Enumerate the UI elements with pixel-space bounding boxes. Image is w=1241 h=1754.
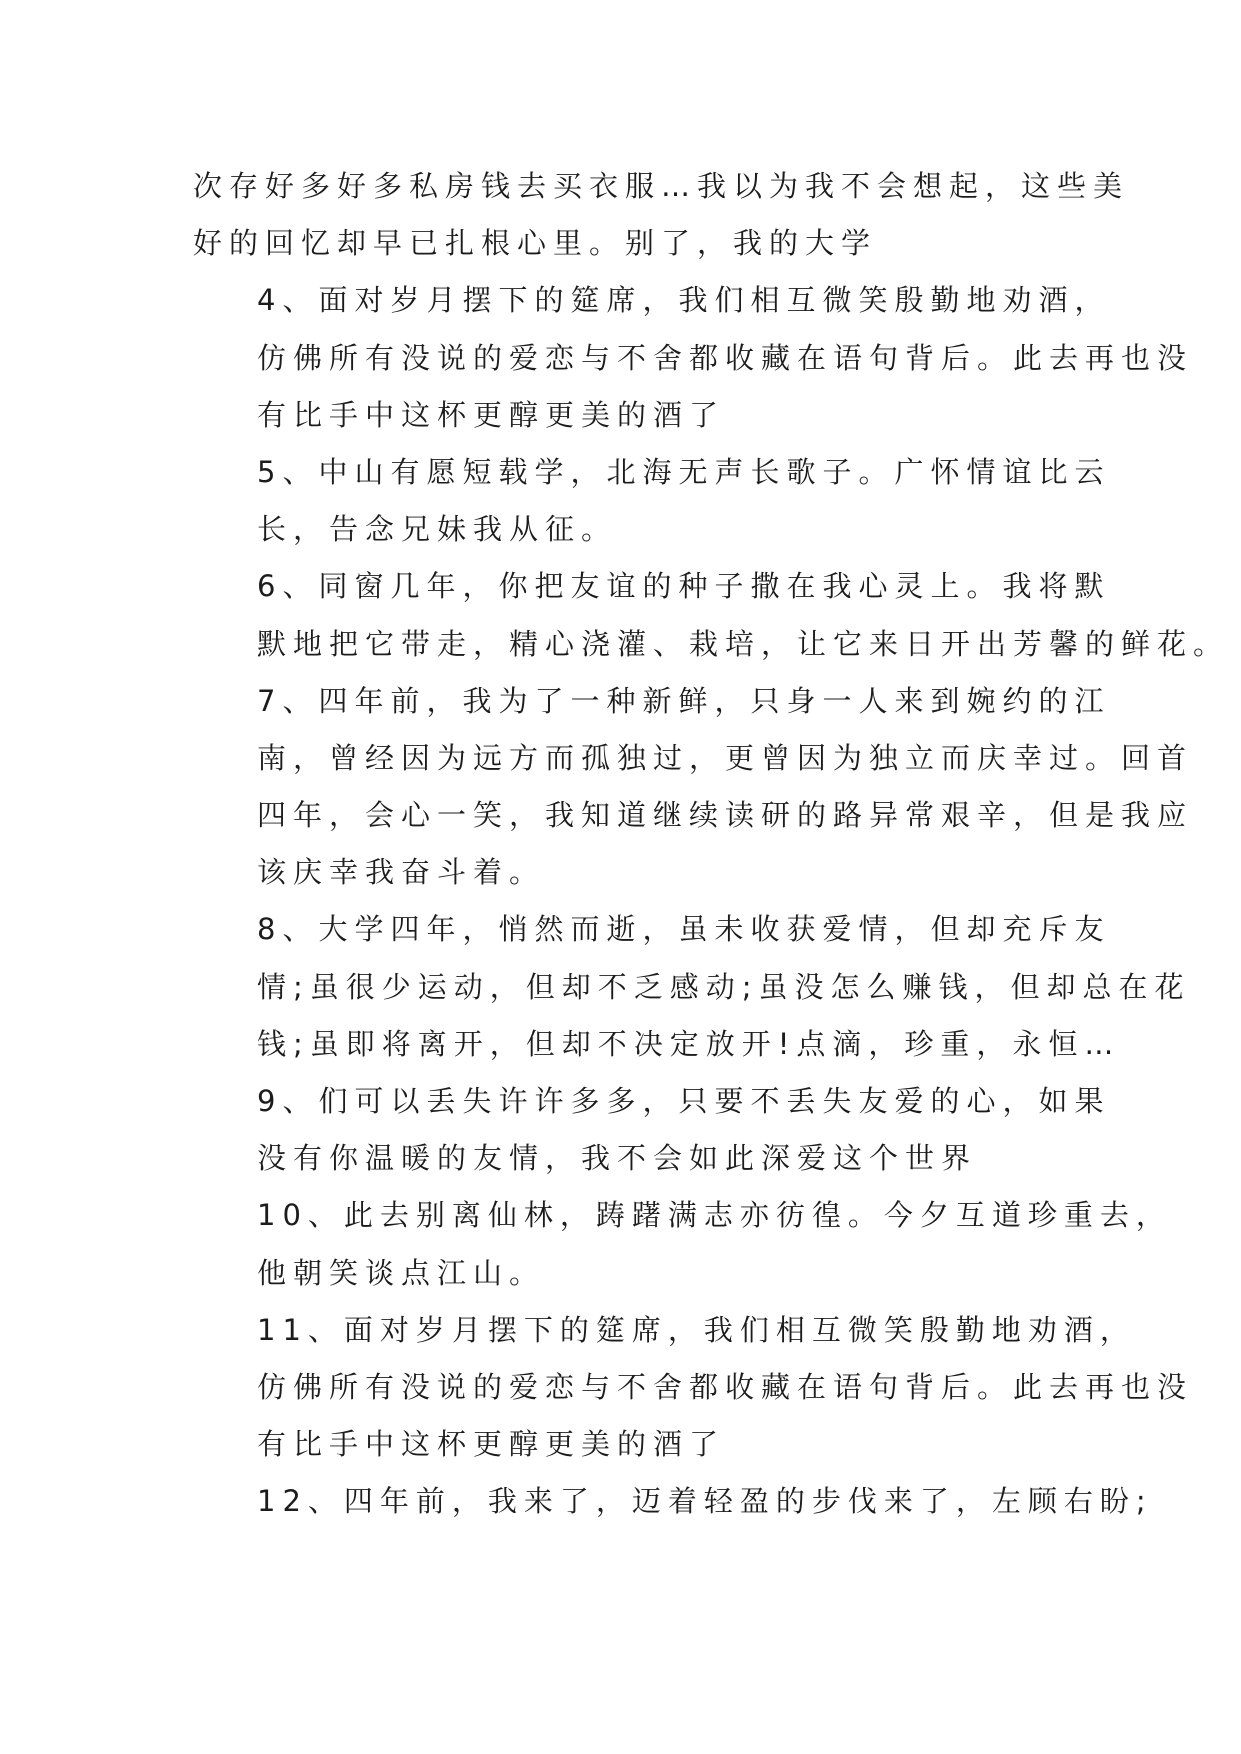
text-line: 情;虽很少运动，但却不乏感动;虽没怎么赚钱，但却总在花 (257, 969, 1191, 1004)
paragraph (193, 901, 1191, 1073)
text-line: 南，曾经因为远方而孤独过，更曾因为独立而庆幸过。回首 (257, 740, 1194, 775)
paragraph (193, 272, 1194, 444)
text-line: 长，告念兄妹我从征。 (257, 512, 618, 547)
text-line: 默地把它带走，精心浇灌、栽培，让它来日开出芳馨的鲜花。 (257, 626, 1230, 661)
text-line: 7、四年前，我为了一种新鲜，只身一人来到婉约的江 (257, 683, 1111, 718)
text-line: 好的回忆却早已扎根心里。别了，我的大学 (193, 226, 878, 261)
paragraph (193, 558, 1230, 672)
paragraph (193, 1073, 1111, 1187)
text-line: 该庆幸我奋斗着。 (257, 855, 546, 890)
paragraph (193, 158, 1130, 272)
text-line: 10、此去别离仙林，踌躇满志亦彷徨。今夕互道珍重去， (257, 1198, 1172, 1233)
text-line: 9、们可以丢失许许多多，只要不丢失友爱的心，如果 (257, 1084, 1111, 1118)
text-line: 钱;虽即将离开，但却不决定放开!点滴，珍重，永恒… (257, 1026, 1121, 1061)
text-line: 仿佛所有没说的爱恋与不舍都收藏在语句背后。此去再也没 (257, 1369, 1194, 1404)
paragraph (193, 1473, 1153, 1530)
text-line: 8、大学四年，悄然而逝，虽未收获爱情，但却充斥友 (257, 912, 1111, 947)
text-line: 4、面对岁月摆下的筵席，我们相互微笑殷勤地劝酒， (257, 283, 1111, 318)
paragraph (193, 444, 1111, 558)
text-line: 他朝笑谈点江山。 (257, 1255, 546, 1290)
text-line: 有比手中这杯更醇更美的酒了 (257, 397, 726, 432)
paragraph (193, 1187, 1172, 1301)
text-line: 12、四年前，我来了，迈着轻盈的步伐来了，左顾右盼; (257, 1484, 1153, 1519)
text-line: 6、同窗几年，你把友谊的种子撒在我心灵上。我将默 (257, 569, 1111, 604)
text-line: 四年，会心一笑，我知道继续读研的路异常艰辛，但是我应 (257, 798, 1194, 833)
paragraph (193, 1302, 1194, 1474)
text-line: 次存好多好多私房钱去买衣服…我以为我不会想起，这些美 (193, 169, 1130, 203)
document-body (193, 158, 1230, 1531)
text-line: 5、中山有愿短载学，北海无声长歌子。广怀情谊比云 (257, 454, 1111, 489)
text-line: 有比手中这杯更醇更美的酒了 (257, 1427, 726, 1462)
text-line: 没有你温暖的友情，我不会如此深爱这个世界 (257, 1141, 978, 1176)
paragraph (193, 673, 1194, 902)
text-line: 11、面对岁月摆下的筵席，我们相互微笑殷勤地劝酒， (257, 1312, 1136, 1347)
text-line: 仿佛所有没说的爱恋与不舍都收藏在语句背后。此去再也没 (257, 340, 1194, 375)
